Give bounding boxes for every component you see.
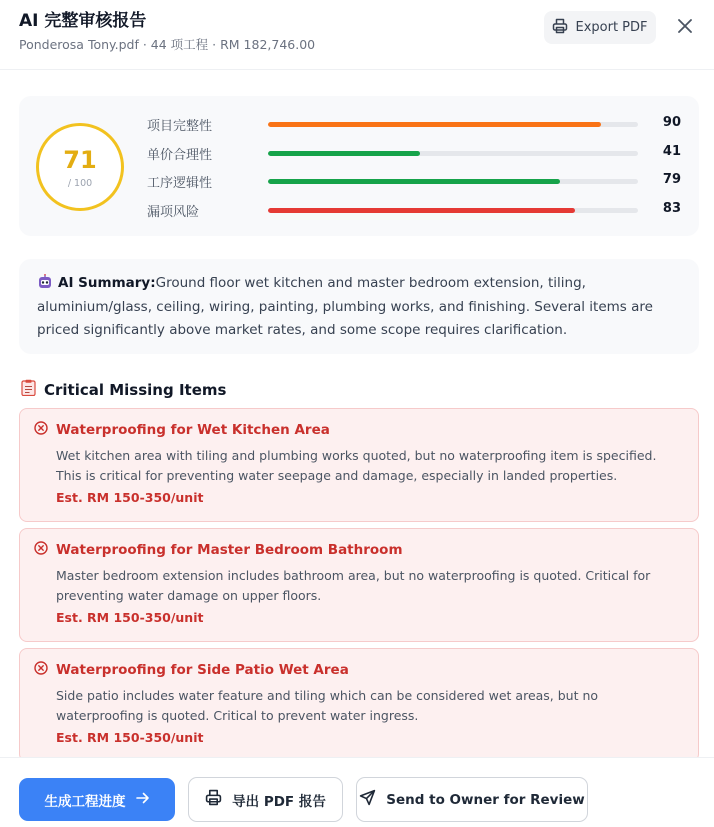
generate-progress-label: 生成工程进度	[44, 793, 126, 810]
metric-fill	[268, 208, 575, 213]
metric-label: 漏项风险	[147, 205, 200, 220]
export-report-button[interactable]	[188, 777, 343, 822]
metric-track	[268, 122, 638, 127]
metric-fill	[268, 179, 560, 184]
overall-score-max: / 100	[67, 178, 93, 189]
missing-item-estimate: Est. RM 150-350/unit	[56, 730, 204, 745]
metric-label: 项目完整性	[147, 119, 213, 134]
export-pdf-label: Export PDF	[575, 20, 648, 35]
missing-items-heading	[21, 379, 226, 400]
metric-fill	[268, 151, 420, 156]
metric-value: 41	[662, 144, 681, 159]
missing-item-card	[19, 648, 699, 762]
missing-item-estimate: Est. RM 150-350/unit	[56, 610, 204, 625]
export-report-label: 导出 PDF 报告	[232, 793, 326, 810]
ai-summary	[19, 259, 699, 354]
overall-score-value: 71	[63, 146, 97, 174]
error-circle-icon	[34, 541, 48, 559]
page-subtitle: Ponderosa Tony.pdf · 44 项工程 · RM 182,746.00	[19, 37, 316, 52]
ai-summary-label: AI Summary:	[58, 275, 156, 291]
footer-actions	[0, 757, 714, 827]
missing-item-card	[19, 408, 699, 522]
send-to-owner-label: Send to Owner for Review	[386, 791, 585, 808]
page-title: AI 完整审核报告	[19, 11, 147, 31]
close-icon	[678, 18, 692, 37]
missing-items-title: Critical Missing Items	[44, 380, 227, 399]
send-to-owner-button[interactable]	[356, 777, 588, 822]
missing-item-description: Wet kitchen area with tiling and plumbing works quoted, but no waterproofing item is specified. This is critical for preventing water seepage and damage, especially in landed properties.	[56, 448, 657, 483]
metric-missing-risk	[147, 201, 695, 221]
arrow-right-icon	[136, 792, 150, 808]
export-pdf-button[interactable]	[544, 11, 656, 44]
metric-track	[268, 151, 638, 156]
clipboard-icon	[21, 379, 36, 400]
missing-item-title: Waterproofing for Side Patio Wet Area	[56, 662, 349, 678]
metric-fill	[268, 122, 601, 127]
metric-unit-price	[147, 144, 695, 164]
metric-value: 83	[662, 201, 681, 216]
metric-label: 工序逻辑性	[147, 176, 213, 191]
robot-icon	[37, 274, 53, 289]
metric-label: 单价合理性	[147, 148, 213, 163]
send-icon	[359, 789, 376, 810]
header	[0, 0, 714, 70]
missing-item-title: Waterproofing for Wet Kitchen Area	[56, 422, 330, 438]
metric-track	[268, 179, 638, 184]
close-button[interactable]	[672, 14, 698, 40]
missing-item-description: Master bedroom extension includes bathroom area, but no waterproofing is quoted. Critical for preventing water damage on upper floors.	[56, 568, 651, 603]
metric-track	[268, 208, 638, 213]
missing-item-description: Side patio includes water feature and tiling which can be considered wet areas, but no waterproofing is quoted. Critical to prevent water ingress.	[56, 688, 599, 723]
ai-summary-text: Ground floor wet kitchen and master bedroom extension, tiling, aluminium/glass, ceiling, wiring, painting, plumbing works, and finishing. Several items are priced significantly above market rates, and some scope requires clarification.	[37, 275, 653, 338]
overall-score-gauge	[36, 123, 124, 211]
error-circle-icon	[34, 661, 48, 679]
metric-process-logic	[147, 172, 695, 192]
metric-completeness	[147, 115, 695, 135]
missing-item-card	[19, 528, 699, 642]
error-circle-icon	[34, 421, 48, 439]
missing-item-estimate: Est. RM 150-350/unit	[56, 490, 204, 505]
score-card	[19, 96, 699, 236]
generate-progress-button[interactable]	[19, 778, 175, 821]
printer-icon	[552, 18, 568, 38]
missing-item-title: Waterproofing for Master Bedroom Bathroom	[56, 542, 403, 558]
metric-value: 90	[662, 115, 681, 130]
metric-value: 79	[662, 172, 681, 187]
printer-icon	[205, 789, 222, 810]
